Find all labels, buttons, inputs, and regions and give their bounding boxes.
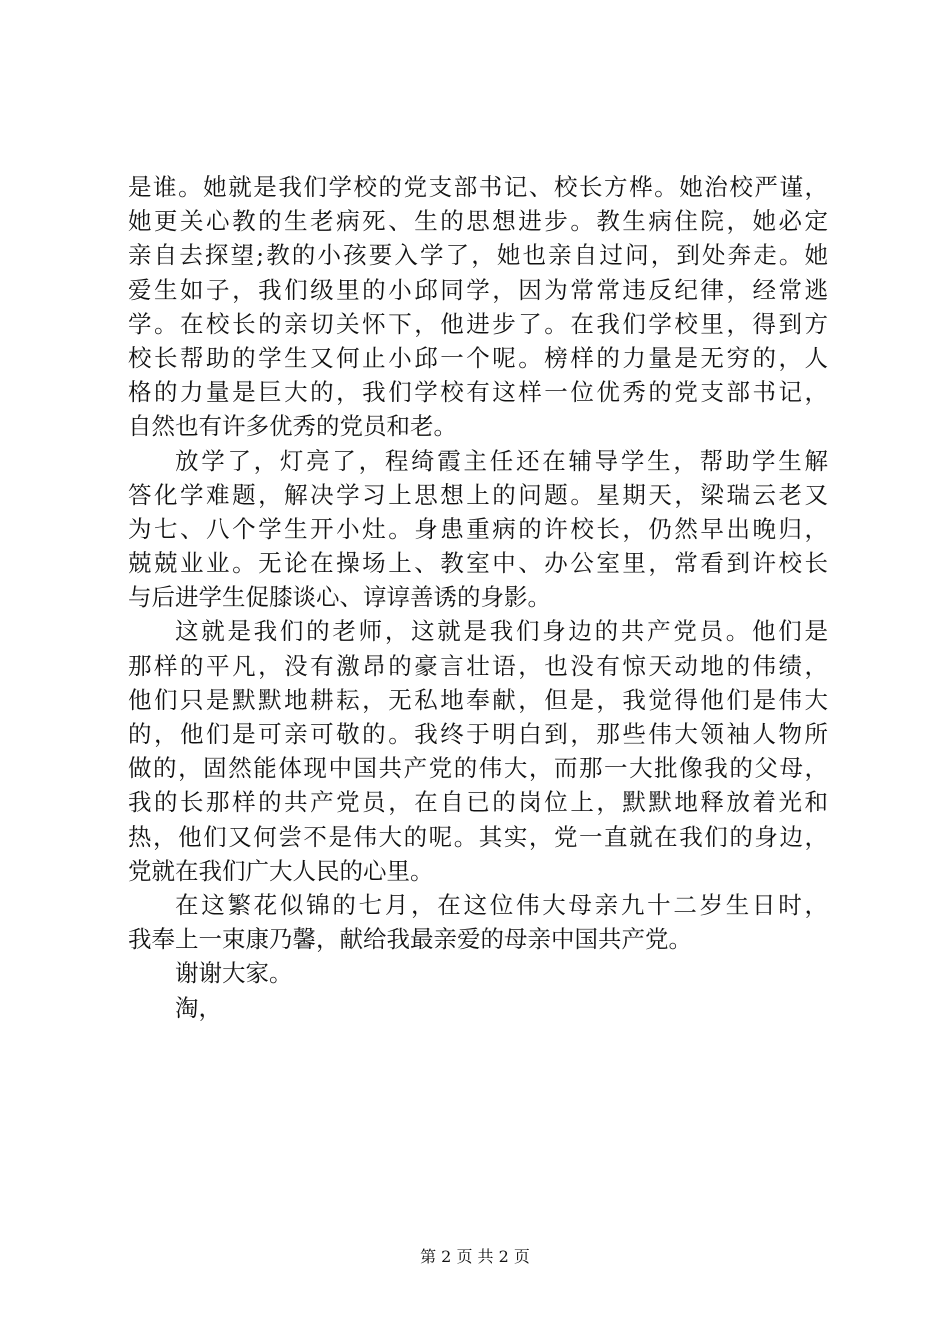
text-line: 学。在校长的亲切关怀下，他进步了。在我们学校里，得到方 [128, 309, 828, 338]
text-line: 他们只是默默地耕耘，无私地奉献，但是，我觉得他们是伟大 [128, 685, 828, 714]
text-line: 淘， [175, 993, 222, 1022]
text-line: 那样的平凡，没有激昂的豪言壮语，也没有惊天动地的伟绩， [128, 651, 828, 680]
text-line: 亲自去探望;教的小孩要入学了，她也亲自过问，到处奔走。她 [128, 241, 828, 270]
text-line: 放学了，灯亮了，程绮霞主任还在辅导学生，帮助学生解 [175, 446, 828, 475]
text-line: 我奉上一束康乃馨，献给我最亲爱的母亲中国共产党。 [128, 925, 692, 954]
text-line: 校长帮助的学生又何止小邱一个呢。榜样的力量是无穷的，人 [128, 343, 828, 372]
text-line: 做的，固然能体现中国共产党的伟大，而那一大批像我的父母， [128, 754, 828, 783]
text-line: 的，他们是可亲可敬的。我终于明白到，那些伟大领袖人物所 [128, 720, 828, 748]
text-line: 答化学难题，解决学习上思想上的问题。星期天，梁瑞云老又 [128, 480, 828, 509]
text-line: 兢兢业业。无论在操场上、教室中、办公室里，常看到许校长 [128, 549, 828, 578]
text-line: 她更关心教的生老病死、生的思想进步。教生病住院，她必定 [128, 207, 828, 236]
document-body [128, 170, 828, 1025]
text-line: 在这繁花似锦的七月，在这位伟大母亲九十二岁生日时， [175, 890, 828, 919]
text-line: 谢谢大家。 [175, 959, 293, 988]
text-line: 自然也有许多优秀的党员和老。 [128, 412, 457, 441]
text-line: 热，他们又何尝不是伟大的呢。其实，党一直就在我们的身边， [128, 822, 828, 851]
text-line: 为七、八个学生开小灶。身患重病的许校长，仍然早出晚归， [128, 514, 828, 543]
text-line: 我的长那样的共产党员，在自已的岗位上，默默地释放着光和 [128, 788, 828, 817]
text-line: 党就在我们广大人民的心里。 [128, 856, 434, 885]
text-line: 是谁。她就是我们学校的党支部书记、校长方桦。她治校严谨， [128, 173, 828, 201]
text-line: 与后进学生促膝谈心、谆谆善诱的身影。 [128, 583, 551, 612]
text-line: 这就是我们的老师，这就是我们身边的共产党员。他们是 [175, 617, 828, 646]
text-line: 爱生如子，我们级里的小邱同学，因为常常违反纪律，经常逃 [128, 275, 828, 304]
page-number-footer: 第 2 页 共 2 页 [420, 1247, 530, 1266]
text-line: 格的力量是巨大的，我们学校有这样一位优秀的党支部书记， [128, 378, 828, 407]
